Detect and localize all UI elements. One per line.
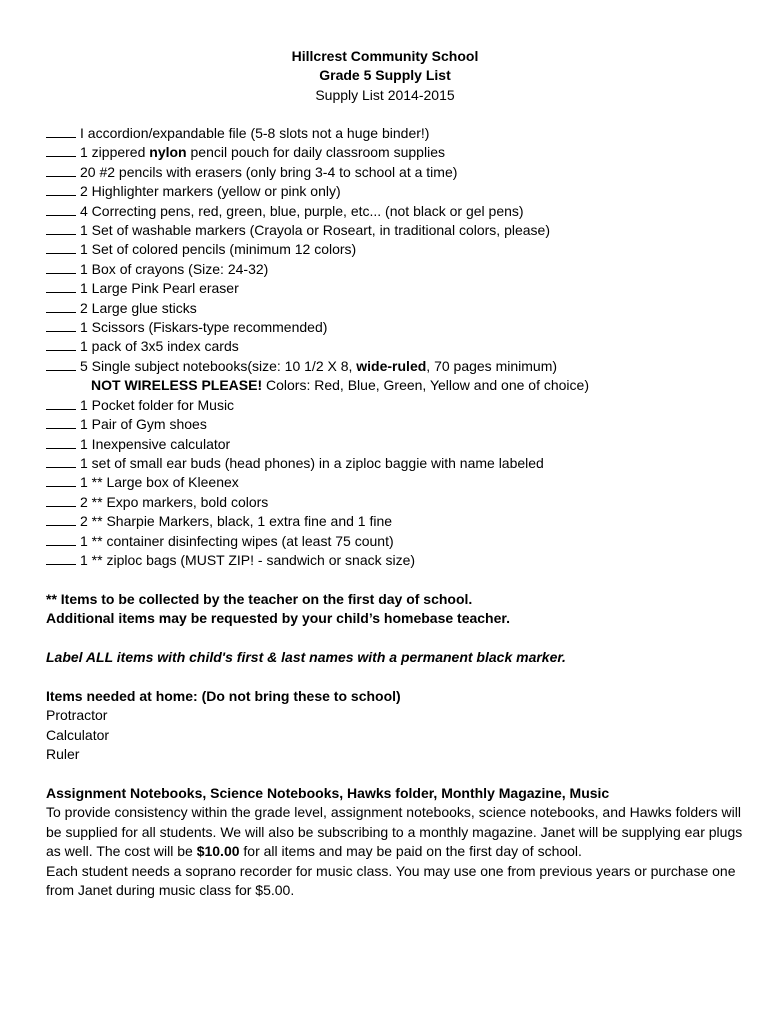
checkbox-blank <box>46 163 76 177</box>
list-item: 1 Large Pink Pearl eraser <box>46 279 746 298</box>
home-item: Ruler <box>46 746 80 763</box>
checkbox-blank <box>46 318 76 332</box>
checkbox-blank <box>46 396 76 410</box>
checkbox-blank <box>46 124 76 138</box>
list-item: 1 Pocket folder for Music <box>46 396 746 415</box>
document-header <box>0 47 770 105</box>
list-item: 1 Pair of Gym shoes <box>46 415 746 434</box>
home-item: Calculator <box>46 726 110 743</box>
list-item: 1 set of small ear buds (head phones) in a ziploc baggie with name labeled <box>46 454 746 473</box>
checkbox-blank <box>46 182 76 196</box>
notes-section <box>46 590 746 900</box>
list-item: 1 Box of crayons (Size: 24-32) <box>46 260 746 279</box>
school-name: Hillcrest Community School <box>291 48 479 64</box>
school-year: Supply List 2014-2015 <box>315 86 455 103</box>
label-note: Label ALL items with child's first & last names with a permanent black marker. <box>46 649 566 666</box>
list-item: 1 Inexpensive calculator <box>46 435 746 454</box>
list-item: I accordion/expandable file (5-8 slots not a huge binder!) <box>46 124 746 143</box>
list-item: 2 Highlighter markers (yellow or pink only) <box>46 182 746 201</box>
list-title: Grade 5 Supply List <box>319 67 451 84</box>
list-item: 1 Set of colored pencils (minimum 12 colors) <box>46 240 746 259</box>
list-item: 1 ** container disinfecting wipes (at least 75 count) <box>46 532 746 551</box>
checkbox-blank <box>46 337 76 351</box>
checkbox-blank <box>46 512 76 526</box>
list-item: 1 Set of washable markers (Crayola or Roseart, in traditional colors, please) <box>46 221 746 240</box>
list-item-continuation: NOT WIRELESS PLEASE! Colors: Red, Blue, Green, Yellow and one of choice) <box>91 377 589 394</box>
list-item: 1 ** ziploc bags (MUST ZIP! - sandwich or snack size) <box>46 551 746 570</box>
checkbox-blank <box>46 551 76 565</box>
additional-note: Additional items may be requested by your child’s homebase teacher. <box>46 610 510 627</box>
list-item: 1 zippered nylon pencil pouch for daily classroom supplies <box>46 143 746 162</box>
checkbox-blank <box>46 202 76 216</box>
checkbox-blank <box>46 299 76 313</box>
list-item: 20 #2 pencils with erasers (only bring 3-4 to school at a time) <box>46 163 746 182</box>
checkbox-blank <box>46 532 76 546</box>
list-item: 1 ** Large box of Kleenex <box>46 473 746 492</box>
list-item: 1 Scissors (Fiskars-type recommended) <box>46 318 746 337</box>
checkbox-blank <box>46 240 76 254</box>
home-items-heading: Items needed at home: (Do not bring these to school) <box>46 688 401 704</box>
list-item: 4 Correcting pens, red, green, blue, purple, etc... (not black or gel pens) <box>46 202 746 221</box>
checkbox-blank <box>46 221 76 235</box>
list-item: 2 Large glue sticks <box>46 299 746 318</box>
checkbox-blank <box>46 143 76 157</box>
supply-list <box>46 124 746 570</box>
list-item: 5 Single subject notebooks(size: 10 1/2 X 8, wide-ruled, 70 pages minimum) <box>46 357 746 376</box>
list-item: 1 pack of 3x5 index cards <box>46 337 746 356</box>
checkbox-blank <box>46 415 76 429</box>
assignment-paragraph: To provide consistency within the grade level, assignment notebooks, science notebooks, and Hawks folders will be supplied for all students. We will also be subscribing to a monthly magazine. Janet will be supplying ear plugs as well. The cost will be $10.00 for all items and may be paid on the first day of school. <box>46 804 743 860</box>
checkbox-blank <box>46 493 76 507</box>
checkbox-blank <box>46 279 76 293</box>
assignment-heading: Assignment Notebooks, Science Notebooks, Hawks folder, Monthly Magazine, Music <box>46 785 610 802</box>
collected-note: ** Items to be collected by the teacher on the first day of school. <box>46 591 473 607</box>
list-item: 2 ** Sharpie Markers, black, 1 extra fine and 1 fine <box>46 512 746 531</box>
checkbox-blank <box>46 357 76 371</box>
home-item: Protractor <box>46 707 108 724</box>
recorder-paragraph: Each student needs a soprano recorder for music class. You may use one from previous years or purchase one from Janet during music class for $5.00. <box>46 862 736 899</box>
checkbox-blank <box>46 435 76 449</box>
checkbox-blank <box>46 473 76 487</box>
cost-amount: $10.00 <box>196 843 240 860</box>
list-item: 2 ** Expo markers, bold colors <box>46 493 746 512</box>
checkbox-blank <box>46 260 76 274</box>
checkbox-blank <box>46 454 76 468</box>
